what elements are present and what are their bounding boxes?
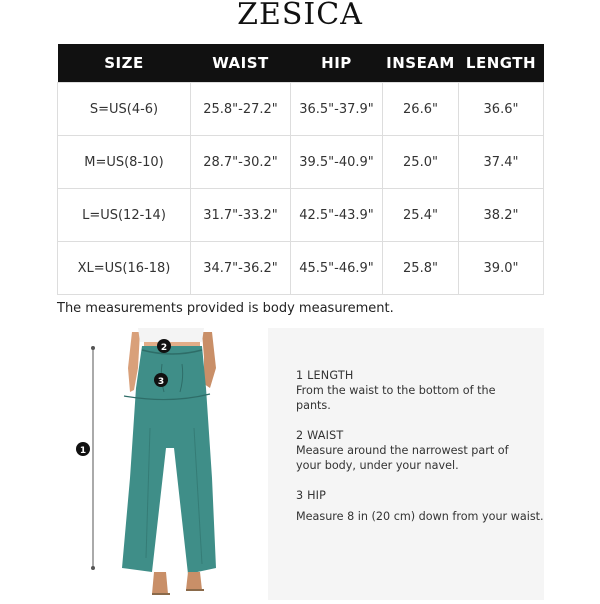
table-row [58,136,544,189]
left-foot [152,572,168,594]
cell-size: M=US(8-10) [58,136,191,189]
header-length: LENGTH [459,44,544,83]
length-guide-title: 1 LENGTH [296,369,354,382]
cell-waist: 31.7"-33.2" [191,189,291,242]
pants [122,346,216,574]
waist-guide-desc: Measure around the narrowest part of [296,444,509,457]
crop-top [138,328,204,342]
header-hip: HIP [291,44,383,83]
cell-size: S=US(4-6) [58,83,191,136]
table-row [58,242,544,295]
hip-guide-title: 3 HIP [296,489,327,502]
cell-length: 37.4" [459,136,544,189]
length-guide-desc: pants. [296,399,331,412]
cell-inseam: 25.4" [383,189,459,242]
header-size: SIZE [58,44,191,83]
marker-1-label: 1 [79,446,87,456]
cell-hip: 39.5"-40.9" [291,136,383,189]
pants-illustration [70,328,260,600]
cell-length: 38.2" [459,189,544,242]
cell-inseam: 25.8" [383,242,459,295]
table-header-row [58,44,544,83]
waist-guide-desc: your body, under your navel. [296,459,459,472]
right-foot [186,572,202,590]
cell-length: 39.0" [459,242,544,295]
table-row [58,189,544,242]
hip-guide-desc: Measure 8 in (20 cm) down from your waist. [296,510,544,523]
header-inseam: INSEAM [383,44,459,83]
cell-waist: 34.7"-36.2" [191,242,291,295]
cell-hip: 36.5"-37.9" [291,83,383,136]
header-waist: WAIST [191,44,291,83]
measurement-guide-panel [268,328,544,600]
cell-size: XL=US(16-18) [58,242,191,295]
marker-2-label: 2 [160,343,168,353]
cell-length: 36.6" [459,83,544,136]
cell-hip: 42.5"-43.9" [291,189,383,242]
brand-logo: ZESICA [237,0,363,32]
cell-waist: 28.7"-30.2" [191,136,291,189]
waist-guide [296,428,509,473]
table-row [58,83,544,136]
length-line-bottom-dot [91,566,95,570]
length-guide-desc: From the waist to the bottom of the [296,384,496,397]
hip-guide [296,488,544,524]
cell-inseam: 26.6" [383,83,459,136]
waist-guide-title: 2 WAIST [296,429,344,442]
cell-hip: 45.5"-46.9" [291,242,383,295]
length-guide [296,368,496,413]
cell-inseam: 25.0" [383,136,459,189]
measurement-note: The measurements provided is body measurement. [57,301,394,316]
model-figure [70,328,260,600]
size-chart-table [57,44,544,295]
cell-size: L=US(12-14) [58,189,191,242]
cell-waist: 25.8"-27.2" [191,83,291,136]
length-line-top-dot [91,346,95,350]
marker-3-label: 3 [157,377,165,387]
